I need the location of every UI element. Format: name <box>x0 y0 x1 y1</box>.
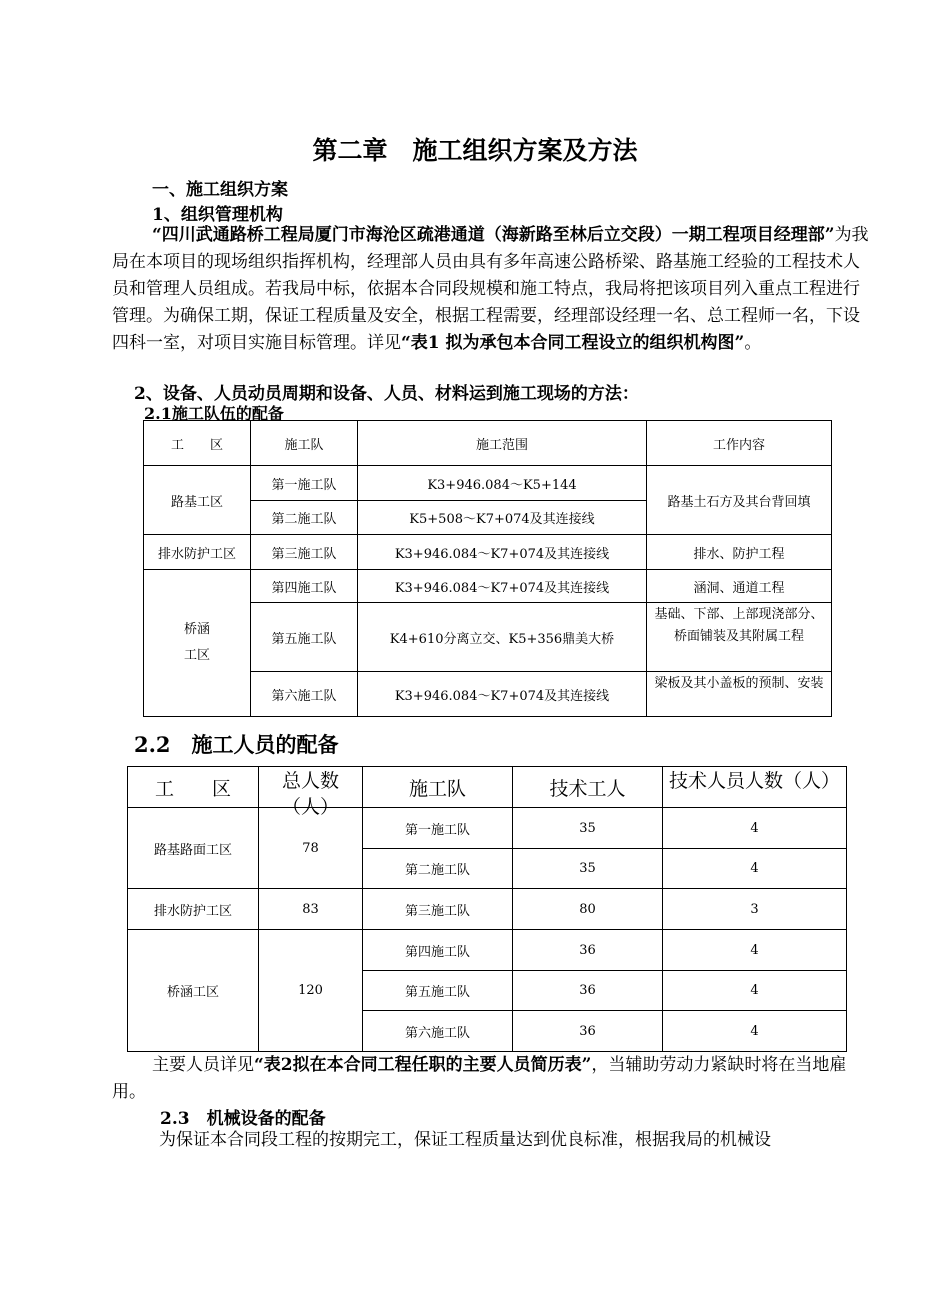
zone-cell <box>144 570 251 717</box>
work-cell <box>647 672 832 717</box>
zone-cell: 桥涵工区 <box>128 930 259 1052</box>
intro-body-text: 为我局在本项目的现场组织指挥机构，经理部人员由具有多年高速公路桥梁、路基施工经验的工程技术人员和管理人员组成。若我局中标，依据本合同段规模和施工特点，我局将把该项目列入重点工程进行管理。为确保工期，保证工程质量及安全，根据工程需要，经理部设经理一名、总工程师一名，下设四科一室，对项目实施目标管理。详见 <box>112 225 869 353</box>
table2-reference: “表2拟在本合同工程任职的主要人员简历表” <box>254 1055 592 1075</box>
header-total-text: 总人数（人） <box>281 770 339 818</box>
table-row <box>128 889 847 930</box>
workers-cell: 36 <box>513 971 663 1011</box>
tech-cell: 4 <box>663 1011 847 1052</box>
workers-cell: 36 <box>513 1011 663 1052</box>
header-tech-text: 技术人员人数（人） <box>668 770 840 792</box>
zone-cell: 路基工区 <box>144 466 251 535</box>
team-cell: 第二施工队 <box>363 849 513 889</box>
team-cell: 第四施工队 <box>251 570 358 603</box>
workers-cell: 35 <box>513 849 663 889</box>
range-cell: K3+946.084～K5+144 <box>358 466 647 501</box>
range-cell: K4+610分离立交、K5+356鼎美大桥 <box>358 603 647 672</box>
project-department-name: “四川武通路桥工程局厦门市海沧区疏港通道（海新路至林后立交段）一期工程项目经理部” <box>152 225 835 245</box>
range-cell: K3+946.084～K7+074及其连接线 <box>358 535 647 570</box>
zone-cell: 路基路面工区 <box>128 808 259 889</box>
table-row <box>128 930 847 971</box>
team-cell: 第六施工队 <box>363 1011 513 1052</box>
tech-cell: 3 <box>663 889 847 930</box>
team-cell: 第三施工队 <box>363 889 513 930</box>
table-row <box>128 808 847 849</box>
header-work: 工作内容 <box>647 421 832 466</box>
zone-line: 桥涵 <box>183 622 210 637</box>
range-cell: K5+508～K7+074及其连接线 <box>358 501 647 535</box>
staffing-table <box>127 766 847 1052</box>
tech-cell: 4 <box>663 930 847 971</box>
work-text: 梁板及其小盖板的预制、安装 <box>654 676 824 691</box>
staff-pre-text: 主要人员详见 <box>152 1055 254 1075</box>
tech-cell: 4 <box>663 849 847 889</box>
header-team: 施工队 <box>251 421 358 466</box>
workers-cell: 80 <box>513 889 663 930</box>
team-allocation-table <box>143 420 832 717</box>
intro-end: 。 <box>744 333 762 353</box>
page-title: 第二章 施工组织方案及方法 <box>312 136 638 165</box>
equipment-paragraph <box>112 1127 872 1154</box>
work-cell: 涵洞、通道工程 <box>647 570 832 603</box>
team-cell: 第一施工队 <box>251 466 358 501</box>
intro-paragraph <box>112 222 872 357</box>
header-range: 施工范围 <box>358 421 647 466</box>
table1-reference: “表1 拟为承包本合同工程设立的组织机构图” <box>401 333 745 353</box>
total-cell: 120 <box>259 930 363 1052</box>
tech-cell: 4 <box>663 808 847 849</box>
section-heading-2-1: 2.1施工队伍的配备 <box>144 404 284 423</box>
header-tech <box>663 767 847 808</box>
section-heading-2-2: 2.2 施工人员的配备 <box>134 732 339 757</box>
equipment-text: 为保证本合同段工程的按期完工，保证工程质量达到优良标准，根据我局的机械设 <box>159 1130 771 1150</box>
section-heading-1-1: 1、组织管理机构 <box>152 205 283 225</box>
team-cell: 第五施工队 <box>251 603 358 672</box>
header-workers: 技术工人 <box>513 767 663 808</box>
zone-cell: 排水防护工区 <box>128 889 259 930</box>
zone-line: 工区 <box>183 648 210 663</box>
work-cell <box>647 603 832 672</box>
header-team: 施工队 <box>363 767 513 808</box>
team-cell: 第三施工队 <box>251 535 358 570</box>
team-cell: 第六施工队 <box>251 672 358 717</box>
range-cell: K3+946.084～K7+074及其连接线 <box>358 570 647 603</box>
work-cell: 路基土石方及其台背回填 <box>647 466 832 535</box>
workers-cell: 36 <box>513 930 663 971</box>
team-cell: 第五施工队 <box>363 971 513 1011</box>
total-cell: 78 <box>259 808 363 889</box>
header-zone: 工 区 <box>144 421 251 466</box>
staff-post-text: ，当辅助劳动力紧缺时将在当地雇用。 <box>112 1055 847 1102</box>
range-cell: K3+946.084～K7+074及其连接线 <box>358 672 647 717</box>
team-cell: 第二施工队 <box>251 501 358 535</box>
work-cell: 排水、防护工程 <box>647 535 832 570</box>
section-heading-1: 一、施工组织方案 <box>152 180 288 200</box>
tech-cell: 4 <box>663 971 847 1011</box>
table-row <box>144 535 832 570</box>
section-heading-2-3: 2.3 机械设备的配备 <box>160 1109 326 1129</box>
table-header-row <box>144 421 832 466</box>
zone-cell: 排水防护工区 <box>144 535 251 570</box>
header-zone: 工 区 <box>128 767 259 808</box>
section-heading-2: 2、设备、人员动员周期和设备、人员、材料运到施工现场的方法： <box>134 384 639 404</box>
total-cell: 83 <box>259 889 363 930</box>
work-text: 基础、下部、上部现浇部分、桥面铺装及其附属工程 <box>654 607 824 644</box>
team-cell: 第四施工队 <box>363 930 513 971</box>
table-row <box>144 570 832 603</box>
table-row <box>144 466 832 501</box>
staff-paragraph <box>112 1052 872 1106</box>
header-total <box>259 767 363 818</box>
team-cell: 第一施工队 <box>363 808 513 849</box>
table-header-row <box>128 767 847 808</box>
workers-cell: 35 <box>513 808 663 849</box>
